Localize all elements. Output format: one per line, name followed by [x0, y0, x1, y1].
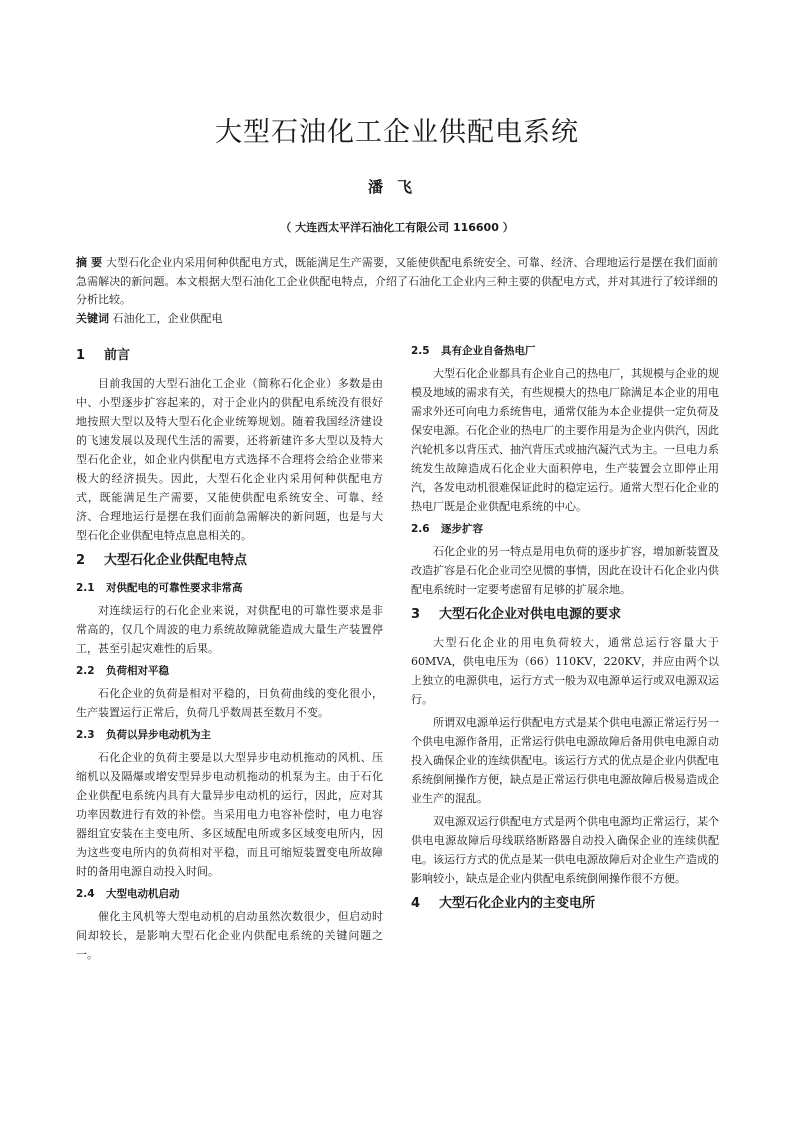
subsection-heading [76, 579, 383, 597]
heading-text: 大型石化企业供配电特点 [104, 553, 248, 568]
heading-number: 2.6 [411, 523, 430, 535]
heading-number: 2 [76, 553, 86, 568]
paragraph: 对连续运行的石化企业来说，对供配电的可靠性要求是非常高的，仅几个周波的电力系统故障就能造成大量生产装置停工，甚至引起灾难性的后果。 [76, 604, 383, 655]
heading-text: 对供配电的可靠性要求非常高 [106, 582, 243, 594]
heading-number: 2.2 [76, 665, 95, 677]
subsection-heading [76, 662, 383, 680]
right-column [411, 340, 719, 922]
subsection-heading [76, 885, 383, 903]
section-heading [411, 605, 719, 625]
keywords [76, 310, 718, 329]
subsection-heading [411, 342, 719, 360]
heading-number: 1 [76, 348, 86, 363]
keywords-label: 关键词 [76, 311, 109, 325]
section-heading [411, 894, 719, 914]
paragraph: 石化企业的负荷主要是以大型异步电动机拖动的风机、压缩机以及隔爆或增安型异步电动机拖动的机泵为主。由于石化企业供配电系统内具有大量异步电动机的运行，因此，应对其功率因数进行有效的补偿。当采用电力电容补偿时，电力电容器组宜安装在主变电所、多区域配电所或多区域变电所内，因为这些变电所内的负荷相对平稳，而且可缩短装置变电所故障时的备用电源自动投入时间。 [76, 751, 383, 878]
page-title: 大型石油化工企业供配电系统 [215, 117, 579, 148]
abstract-label: 摘 要 [76, 256, 103, 269]
section-heading [76, 346, 383, 366]
section-heading [76, 551, 383, 571]
heading-text: 负荷以异步电动机为主 [106, 729, 211, 741]
heading-text: 大型石化企业内的主变电所 [439, 896, 596, 911]
subsection-heading [76, 726, 383, 744]
abstract-text: 大型石化企业内采用何种供配电方式，既能满足生产需要，又能使供配电系统安全、可靠、经济、合理地运行是摆在我们面前急需解决的新问题。本文根据大型石油化工企业供配电特点，介绍了石油化工企业内三种主要的供配电方式，并对其进行了较详细的分析比较。 [76, 256, 718, 306]
paragraph: 大型石化企业都具有企业自己的热电厂，其规模与企业的规模及地域的需求有关，有些规模大的热电厂除满足本企业的用电需求外还可向电力系统售电，通常仅能为本企业提供一定负荷及保安电源。石化企业的热电厂的主要作用是为企业内供汽，因此汽轮机多以背压式、抽汽背压式或抽汽凝汽式为主。一旦电力系统发生故障造成石化企业大面积停电，生产装置会立即停止用汽，各发电动机很难保证此时的稳定运行。通常大型石化企业的热电厂既是企业供配电系统的中心。 [411, 367, 719, 513]
left-column [76, 340, 383, 968]
paragraph: 石化企业的负荷是相对平稳的，日负荷曲线的变化很小，生产装置运行正常后，负荷几乎数周甚至数月不变。 [76, 687, 383, 719]
paragraph: 大型石化企业的用电负荷较大，通常总运行容量大于60MVA，供电电压为（66）110KV，220KV，并应由两个以上独立的电源供电，运行方式一般为双电源单运行或双电源双运行。 [411, 636, 719, 706]
affiliation: （ 大连西太平洋石油化工有限公司 116600 ） [280, 221, 514, 234]
heading-number: 2.3 [76, 729, 95, 741]
heading-text: 逐步扩容 [441, 523, 483, 535]
heading-number: 3 [411, 607, 421, 622]
heading-number: 2.1 [76, 582, 95, 594]
paragraph: 石化企业的另一特点是用电负荷的逐步扩容，增加新装置及改造扩容是石化企业司空见惯的事情，因此在设计石化企业内供配电系统时一定要考虑留有足够的扩展余地。 [411, 545, 719, 596]
paragraph: 目前我国的大型石油化工企业（简称石化企业）多数是由中、小型逐步扩容起来的，对于企业内的供配电系统没有很好地按照大型以及特大型石化企业统筹规划。随着我国经济建设的飞速发展以及现代生活的需要，还将新建许多大型以及特大型石化企业，如企业内供配电方式选择不合理将会给企业带来极大的经济损失。因此，大型石化企业内采用何种供配电方式，既能满足生产需要，又能使供配电系统安全、可靠、经济、合理地运行是摆在我们面前急需解决的新问题，也是与大型石化企业供配电特点息息相关的。 [76, 377, 383, 542]
paragraph: 所谓双电源单运行供配电方式是某个供电电源正常运行另一个供电电源作备用，正常运行供电电源故障后备用供电电源自动投入确保企业的连续供配电。该运行方式的优点是企业内供配电系统倒闸操作方便，缺点是正常运行供电电源故障后极易造成企业生产的混乱。 [411, 716, 719, 805]
heading-text: 负荷相对平稳 [106, 665, 169, 677]
heading-number: 2.4 [76, 888, 95, 900]
abstract-body [76, 254, 718, 310]
keywords-text: 石油化工，企业供配电 [112, 311, 223, 325]
author: 潘飞 [367, 178, 426, 196]
heading-text: 大型石化企业对供电电源的要求 [439, 607, 622, 622]
abstract [76, 254, 718, 328]
paragraph: 催化主风机等大型电动机的启动虽然次数很少，但启动时间却较长，是影响大型石化企业内供配电系统的关键问题之一。 [76, 910, 383, 961]
subsection-heading [411, 520, 719, 538]
paragraph: 双电源双运行供配电方式是两个供电电源均正常运行，某个供电电源故障后母线联络断路器自动投入确保企业的连续供配电。该运行方式的优点是某一供电电源故障后对企业生产造成的影响较小，缺点是企业内供配电系统倒闸操作很不方便。 [411, 815, 719, 885]
heading-text: 大型电动机启动 [106, 888, 180, 900]
heading-number: 2.5 [411, 345, 430, 357]
heading-text: 前言 [104, 348, 131, 363]
heading-text: 具有企业自备热电厂 [441, 345, 536, 357]
heading-number: 4 [411, 896, 421, 911]
